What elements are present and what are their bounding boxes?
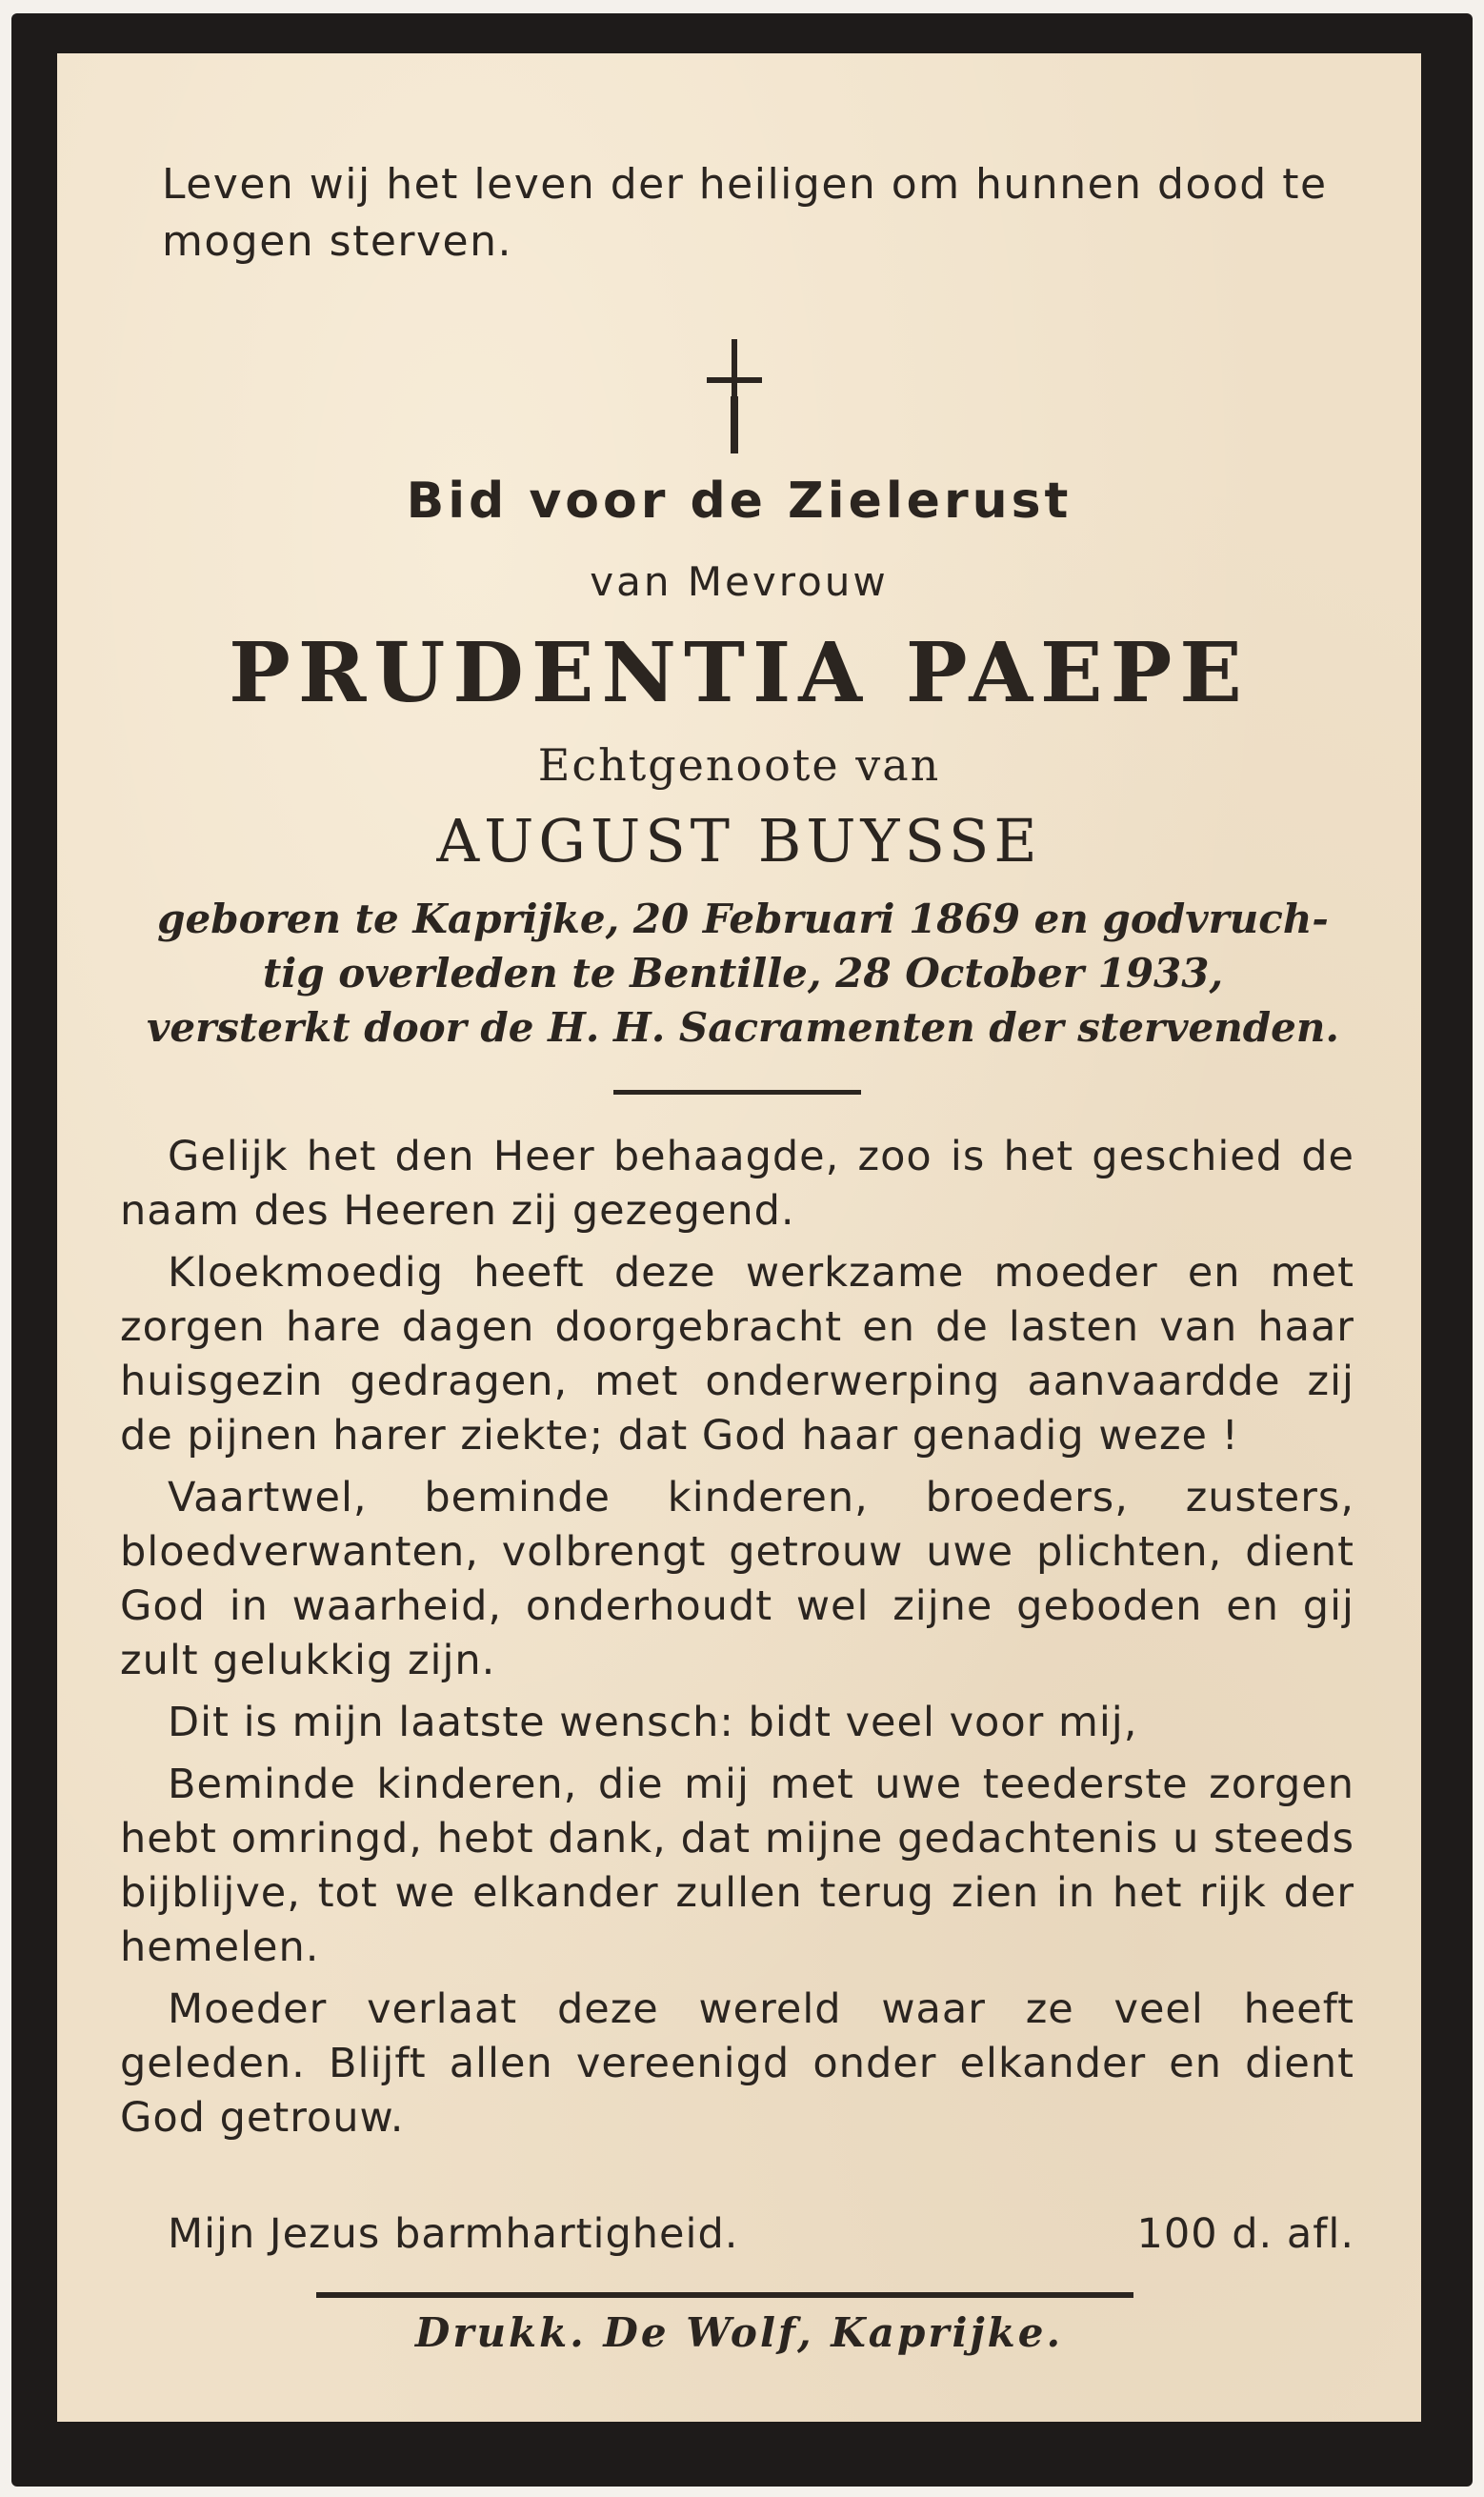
prayer-heading: Bid voor de Zielerust [406, 473, 1073, 530]
divider-short [613, 1090, 861, 1095]
paragraph: Kloekmoedig heeft deze werkzame moeder en met zorgen hare dagen doorgebracht en de lasten van haar huisgezin gedragen, met onderwerping aanvaardde zij de pijnen harer ziekte; dat God haar genadig weze ! [120, 1249, 1354, 1460]
indulgence: 100 d. afl. [1136, 2210, 1354, 2258]
closing-line [168, 2210, 1354, 2258]
motto: Leven wij het leven der heiligen om hunnen dood te mogen sterven. [162, 160, 1328, 266]
deceased-name: PRUDENTIA PAEPE [229, 625, 1250, 721]
paragraph: Vaartwel, beminde kinderen, broeders, zusters, bloedverwanten, volbrengt getrouw uwe plichten, dient God in waarheid, onderhoudt wel zijne geboden en gij zult gelukkig zijn. [120, 1474, 1354, 1684]
spouse-label: Echtgenoote van [537, 739, 941, 791]
spouse-name: AUGUST BUYSSE [436, 806, 1042, 876]
paragraph: Dit is mijn laatste wensch: bidt veel voor mij, [168, 1699, 1138, 1746]
birth-death-line: geboren te Kaprijke, 20 Februari 1869 en godvruch- [157, 896, 1329, 942]
cross-icon [701, 339, 768, 453]
divider-long [316, 2292, 1133, 2298]
closing-prayer: Mijn Jezus barmhartigheid. [168, 2210, 739, 2258]
paragraph: Moeder verlaat deze wereld waar ze veel heeft geleden. Blijft allen vereenigd onder elkander en dient God getrouw. [120, 1985, 1354, 2142]
paragraph: Gelijk het den Heer behaagde, zoo is het geschied de naam des Heeren zij gezegend. [120, 1133, 1354, 1235]
printer-credit: Drukk. De Wolf, Kaprijke. [414, 2309, 1064, 2356]
birth-death-line: tig overleden te Bentille, 28 October 1933, [262, 950, 1224, 997]
birth-death-info [114, 892, 1372, 1055]
body-text [120, 1130, 1354, 2153]
paragraph: Beminde kinderen, die mij met uwe teederste zorgen hebt omringd, hebt dank, dat mijne gedachtenis u steeds bijblijve, tot we elkander zullen terug zien in het rijk der hemelen. [120, 1761, 1354, 1971]
memorial-card-border [11, 13, 1473, 2487]
title-prefix: van Mevrouw [590, 558, 889, 605]
birth-death-line: versterkt door de H. H. Sacramenten der stervenden. [146, 1004, 1340, 1051]
memorial-card [57, 53, 1421, 2422]
